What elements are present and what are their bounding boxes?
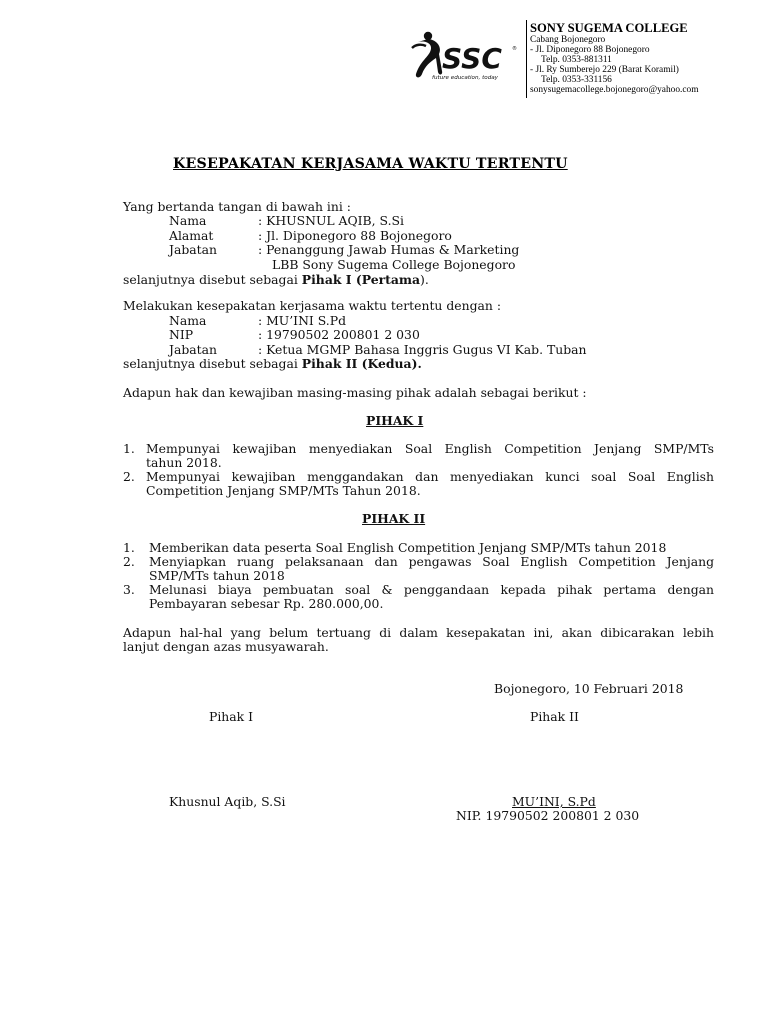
pihak1-item-line: Mempunyai kewajiban menyediakan Soal English Competition Jenjang SMP/MTs (146, 441, 714, 456)
pihak2-item-num: 1. (123, 540, 135, 555)
p1-name-label: Nama (169, 213, 207, 228)
p2-name-label: Nama (169, 313, 207, 328)
p2-name-value: : MU’INI S.Pd (258, 313, 347, 328)
pihak1-item-line: Mempunyai kewajiban menggandakan dan menyediakan kunci soal Soal English (146, 469, 714, 484)
p1-ref-prefix: selanjutnya disebut sebagai (123, 272, 302, 287)
svg-text:®: ® (512, 46, 517, 52)
signature-label-pihak2: Pihak II (530, 709, 579, 724)
p1-ref-suffix: ). (420, 272, 429, 287)
p2-position-label: Jabatan (169, 342, 218, 357)
pihak2-item-line: Melunasi biaya pembuatan soal & penggandaan kepada pihak pertama dengan (149, 582, 714, 597)
p2-ref-bold: Pihak II (Kedua). (301, 356, 422, 371)
logo-text: SSC (442, 42, 502, 75)
signatory-nip-pihak2: NIP. 19790502 200801 2 030 (456, 808, 640, 823)
closing-line-1: Adapun hal-hal yang belum tertuang di dalam kesepakatan ini, akan dibicarakan lebih (123, 625, 714, 640)
pihak2-item-line: Memberikan data peserta Soal English Competition Jenjang SMP/MTs tahun 2018 (149, 540, 667, 555)
p1-ref-bold: Pihak I (Pertama (301, 272, 421, 287)
p1-name-value: : KHUSNUL AQIB, S.Si (258, 213, 404, 228)
pihak2-item-line: Menyiapkan ruang pelaksanaan dan pengawas Soal English Competition Jenjang (149, 554, 714, 569)
branch-name: Cabang Bojonegoro (530, 35, 606, 45)
pihak1-heading: PIHAK I (366, 413, 424, 428)
pihak1-item-num: 1. (123, 441, 135, 456)
header-divider (526, 20, 527, 98)
p1-position-label: Jabatan (169, 242, 218, 257)
signatory-name-pihak1: Khusnul Aqib, S.Si (169, 794, 286, 809)
p1-address-value: : Jl. Diponegoro 88 Bojonegoro (258, 228, 452, 243)
signatory-name-pihak2: MU’INI, S.Pd (512, 794, 596, 809)
intro-text-2: Melakukan kesepakatan kerjasama waktu tertentu dengan : (123, 298, 501, 313)
pihak2-heading: PIHAK II (362, 511, 426, 526)
p2-nip-label: NIP (169, 327, 194, 342)
pihak2-item-num: 3. (123, 582, 135, 597)
p2-reference (123, 357, 422, 371)
phone-2: Telp. 0353-331156 (541, 75, 612, 85)
pihak2-item-num: 2. (123, 554, 135, 569)
p1-position-value: : Penanggung Jawab Humas & Marketing (258, 242, 520, 257)
pihak2-item-line: Pembayaran sebesar Rp. 280.000,00. (149, 596, 384, 611)
org-name: SONY SUGEMA COLLEGE (530, 21, 688, 35)
place-date: Bojonegoro, 10 Februari 2018 (494, 681, 684, 696)
signature-label-pihak1: Pihak I (209, 709, 254, 724)
p2-nip-value: : 19790502 200801 2 030 (258, 327, 420, 342)
p2-ref-prefix: selanjutnya disebut sebagai (123, 356, 302, 371)
p1-reference (123, 273, 429, 287)
p1-address-label: Alamat (169, 228, 214, 243)
ssc-logo (408, 28, 520, 84)
email: sonysugemacollege.bojonegoro@yahoo.com (530, 85, 699, 95)
pihak1-item-line: tahun 2018. (146, 455, 222, 470)
address-1: - Jl. Diponegoro 88 Bojonegoro (530, 45, 650, 55)
p1-position-value-2: LBB Sony Sugema College Bojonegoro (272, 257, 516, 272)
intro-text: Yang bertanda tangan di bawah ini : (123, 199, 351, 214)
p2-position-value: : Ketua MGMP Bahasa Inggris Gugus VI Kab. Tuban (258, 342, 587, 357)
logo-tagline: future education, today (432, 75, 498, 81)
phone-1: Telp. 0353-881311 (541, 55, 612, 65)
closing-line-2: lanjut dengan azas musyawarah. (123, 639, 329, 654)
pihak1-item-line: Competition Jenjang SMP/MTs Tahun 2018. (146, 483, 421, 498)
address-2: - Jl. Ry Sumberejo 229 (Barat Koramil) (530, 65, 679, 75)
document-title: KESEPAKATAN KERJASAMA WAKTU TERTENTU (173, 156, 568, 172)
pihak2-item-line: SMP/MTs tahun 2018 (149, 568, 285, 583)
rights-intro: Adapun hak dan kewajiban masing-masing pihak adalah sebagai berikut : (123, 385, 587, 400)
pihak1-item-num: 2. (123, 469, 135, 484)
